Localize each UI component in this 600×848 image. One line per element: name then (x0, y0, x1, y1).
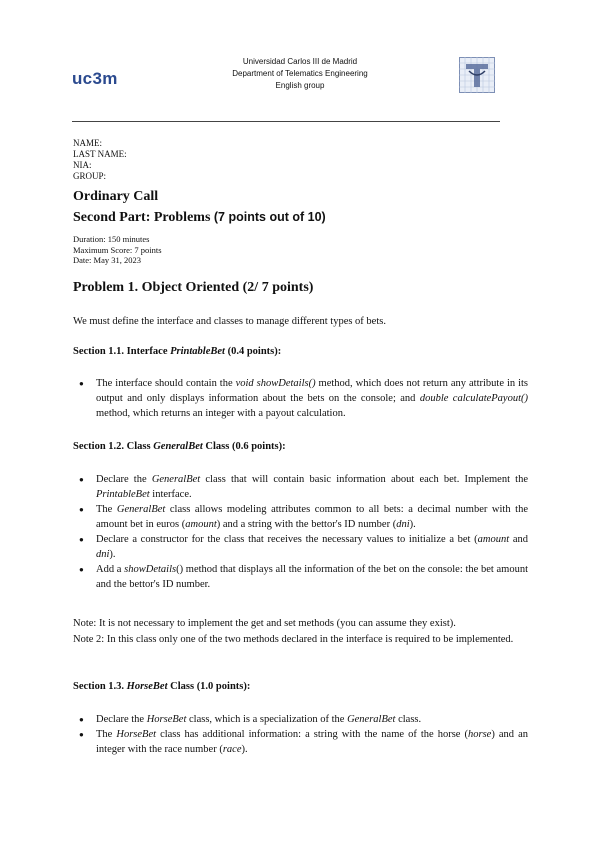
section-1-3-heading (73, 681, 250, 692)
department-crest-icon (459, 57, 495, 93)
list-item: ● Add a showDetails() method that displays all the information of the bet on the console: the bet amount and the bettor's ID number. (73, 562, 528, 592)
header-department: Department of Telematics Engineering (232, 69, 368, 78)
heading-suffix: (0.4 points): (224, 346, 282, 357)
exam-date: Date: May 31, 2023 (73, 255, 141, 265)
heading-suffix: Class (0.6 points): (202, 441, 286, 452)
field-nia: NIA: (73, 160, 92, 170)
section-1-3-list (73, 712, 528, 757)
section-1-1-list (73, 376, 528, 421)
header-university: Universidad Carlos III de Madrid (242, 57, 358, 66)
part-title-text: Second Part: Problems (73, 210, 211, 225)
field-group: GROUP: (73, 171, 107, 181)
exam-max-score: Maximum Score: 7 points (73, 244, 162, 255)
header-divider (72, 121, 500, 122)
heading-prefix: Section 1.3. (73, 681, 127, 692)
heading-name: HorseBet (126, 681, 168, 692)
problem1-title: Problem 1. Object Oriented (2/ 7 points) (73, 280, 314, 295)
list-item: ● The interface should contain the void showDetails() method, which does not return any attribute in its output and only displays information about the bets on the console; and double calculatePayout() method, which returns an integer with a payout calculation. (73, 376, 528, 421)
note-2: Note 2: In this class only one of the two methods declared in the interface is required to be implemented. (73, 634, 514, 645)
heading-prefix: Section 1.2. Class (73, 441, 154, 452)
exam-call-title: Ordinary Call (73, 189, 159, 204)
uc3m-logo: uc3m (72, 69, 118, 88)
list-item: ● Declare the GeneralBet class that will contain basic information about each bet. Implement the PrintableBet interface. (73, 472, 528, 502)
problem1-intro: We must define the interface and classes to manage different types of bets. (73, 316, 386, 327)
exam-duration: Duration: 150 minutes (73, 234, 150, 244)
section-1-1-heading (73, 346, 281, 357)
exam-part-title (73, 210, 326, 226)
heading-name: GeneralBet (153, 441, 203, 452)
field-name: NAME: (73, 138, 102, 148)
section-1-2-list (73, 472, 528, 592)
heading-prefix: Section 1.1. Interface (73, 346, 171, 357)
note-1: Note: It is not necessary to implement the get and set methods (you can assume they exist). (73, 618, 456, 629)
heading-name: PrintableBet (170, 346, 225, 357)
field-last-name: LAST NAME: (73, 149, 127, 159)
list-item: ● Declare a constructor for the class that receives the necessary values to initialize a bet (amount and dni). (73, 532, 528, 562)
list-item: ● The HorseBet class has additional information: a string with the name of the horse (horse) and an integer with the race number (race). (73, 727, 528, 757)
part-points: (7 points out of 10) (213, 210, 326, 224)
section-1-2-heading (73, 441, 286, 452)
heading-suffix: Class (1.0 points): (167, 681, 251, 692)
list-item: ● Declare the HorseBet class, which is a specialization of the GeneralBet class. (73, 712, 528, 727)
header-group: English group (275, 81, 325, 90)
list-item: ● The GeneralBet class allows modeling attributes common to all bets: a decimal number with the amount bet in euros (amount) and a string with the bettor's ID number (dni). (73, 502, 528, 532)
